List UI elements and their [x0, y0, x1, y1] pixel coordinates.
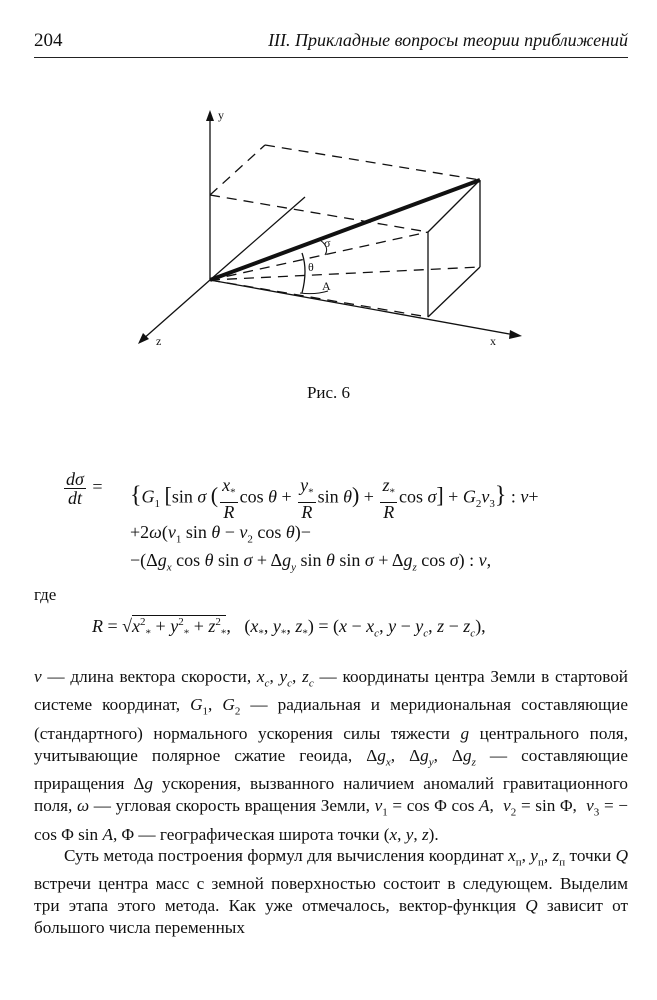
paragraph-definitions: v — длина вектора скорости, $x_c$, $y_c$, $z_c$ — координаты центра Земли в стартовой системе координат, $G_1$, $G_2$ — радиальная и меридиональная составляющие (стандартного) нормального ускорения силы тяжести g центрального поля, учитывающие полярное сжатие геоида, $\Delta g_x$, $\Delta g_y$, $\Delta g_z$ — составляющие приращения Δg ускорения, вызванного наличием аномалий гравитационного поля, ω — угловая скорость вращения Земли, $v_1 = \cos \Phi$ cos A, $v_2 = \sin \Phi$, $v_3$ = − cos Φ sin A, Φ — географическая широта точки (x, y, z).: [34, 667, 628, 844]
eq1-lhs: $\frac{d\sigma}{dt}$ =: [66, 469, 103, 508]
z-axis-label: z: [156, 334, 162, 348]
x-axis-label: x: [490, 334, 496, 348]
x-axis-arrow: [509, 330, 522, 339]
eq1-line1: {$G_1$ [sin σ ( $\frac{x_*}{R}$ cos θ + $\frac{y_*}{R}$ sin θ) + $\frac{z_*}{R}$ $\cos \sigma] + G_2v_3$} : v+: [130, 475, 539, 522]
figure-caption: Рис. 6: [306, 383, 351, 402]
theta-label: θ: [308, 260, 314, 274]
x-axis: [210, 280, 515, 335]
y-axis-arrow: [206, 110, 214, 121]
running-title: III. Прикладные вопросы теории приближений: [268, 30, 628, 50]
paragraph-method: Суть метода построения формул для вычисления координат $x_п$, $y_п$, $z_п$ точки Q встречи центра масс с земной поверхностью состоит в следующем. Выделим три этапа этого метода. Как уже отмечалось, вектор-функция Q зависит от большого числа переменных: [34, 846, 628, 938]
a-label: A: [322, 279, 331, 293]
page-number: 204: [34, 30, 63, 51]
eq1-line2: $+2\omega(v_1$ $\sin \theta - v_2$ cos θ)−: [130, 522, 311, 546]
y-axis-label: y: [218, 108, 224, 122]
equation-r: $R = √x^2_* + y^2_* + z^2_*$, ($x_*$, $y_*$, $z_*) = (x - x_c$, $y - y_c$, $z - z_c$),: [92, 616, 486, 640]
box-edge: [428, 267, 480, 317]
main-vector: [210, 180, 480, 280]
header-rule: [34, 57, 628, 58]
projection-line: [210, 197, 305, 280]
sigma-label: σ: [324, 236, 331, 250]
z-axis: [142, 280, 210, 340]
equation-dsigma-dt: [62, 470, 622, 580]
figure-6-diagram: [130, 105, 530, 360]
where-word: где: [34, 585, 57, 604]
eq1-line3: $-(\Delta g_x$ cos θ $\sin \sigma + \Delta g_y$ sin θ $\sin \sigma + \Delta g_z$ cos σ) : v,: [130, 550, 492, 574]
page-header: [34, 30, 628, 56]
